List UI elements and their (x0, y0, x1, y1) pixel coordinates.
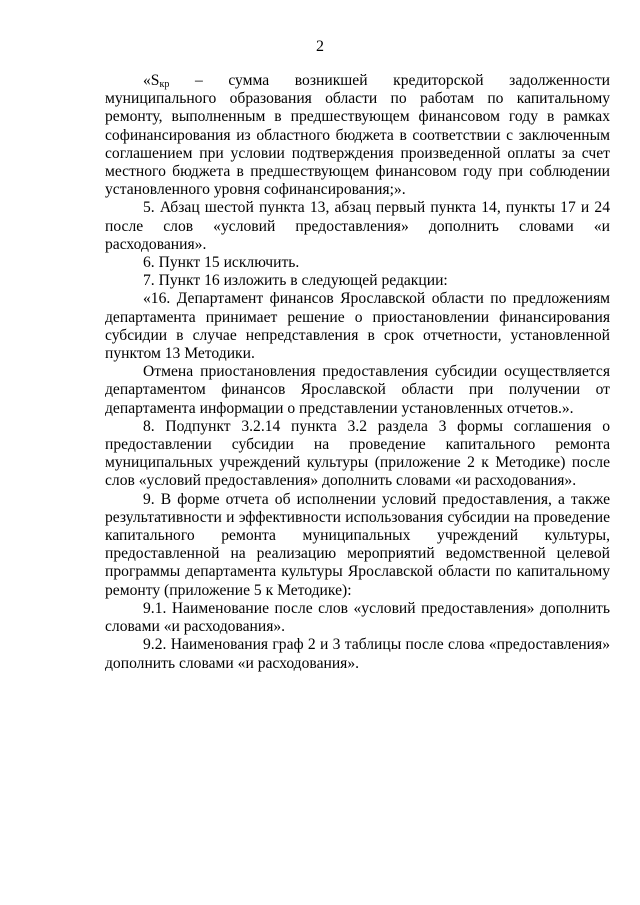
paragraph-item-9: 9. В форме отчета об исполнении условий предоставления, а также результативности и эффективности использования субсидии на проведение капитального ремонта муниципальных учреждений культуры, предоставленной на реализацию мероприятий ведомственной целевой программы департамента культуры Ярославской области по капитальному ремонту (приложение 5 к Методике): (105, 490, 610, 599)
paragraph-item-9-2: 9.2. Наименования граф 2 и 3 таблицы после слова «предоставления» дополнить словами «и расходования». (105, 636, 610, 672)
paragraph-item-9-1: 9.1. Наименование после слов «условий предоставления» дополнить словами «и расходования». (105, 599, 610, 636)
paragraph-item-6: 6. Пункт 15 исключить. (143, 254, 300, 272)
formula-subscript: кр (159, 79, 170, 90)
document-body (105, 72, 610, 673)
paragraph-text: – сумма возникшей кредиторской задолженности муниципального образования области по работам по капитальному ремонту, выполненным в предшествующем финансовом году в рамках софинансирования из областного бюджета в соответствии с заключенным соглашением при условии подтверждения произведенной оплаты за счет местного бюджета в предшествующем финансовом году при соблюдении установленного уровня софинансирования;». (105, 72, 610, 199)
paragraph-item-8: 8. Подпункт 3.2.14 пункта 3.2 раздела 3 формы соглашения о предоставлении субсидии на проведение капитального ремонта муниципальных учреждений культуры (приложение 2 к Методике) после слов «условий предоставления» дополнить словами «и расходования». (105, 417, 610, 490)
paragraph-cancellation: Отмена приостановления предоставления субсидии осуществляется департаментом финансов Ярославской области при получении от департамента информации о представлении установленных отчетов.». (105, 363, 610, 417)
paragraph-item-16: «16. Департамент финансов Ярославской области по предложениям департамента принимает решение о приостановлении финансирования субсидии в случае непредставления в срок отчетности, установленной пунктом 13 Методики. (105, 290, 610, 363)
paragraph-item-5: 5. Абзац шестой пункта 13, абзац первый пункта 14, пункты 17 и 24 после слов «условий предоставления» дополнить словами «и расходования». (105, 199, 610, 253)
page-number: 2 (316, 38, 324, 55)
formula-symbol: «S (143, 72, 160, 89)
paragraph-item-7: 7. Пункт 16 изложить в следующей редакции: (143, 272, 448, 290)
paragraph-formula-definition (105, 72, 610, 199)
